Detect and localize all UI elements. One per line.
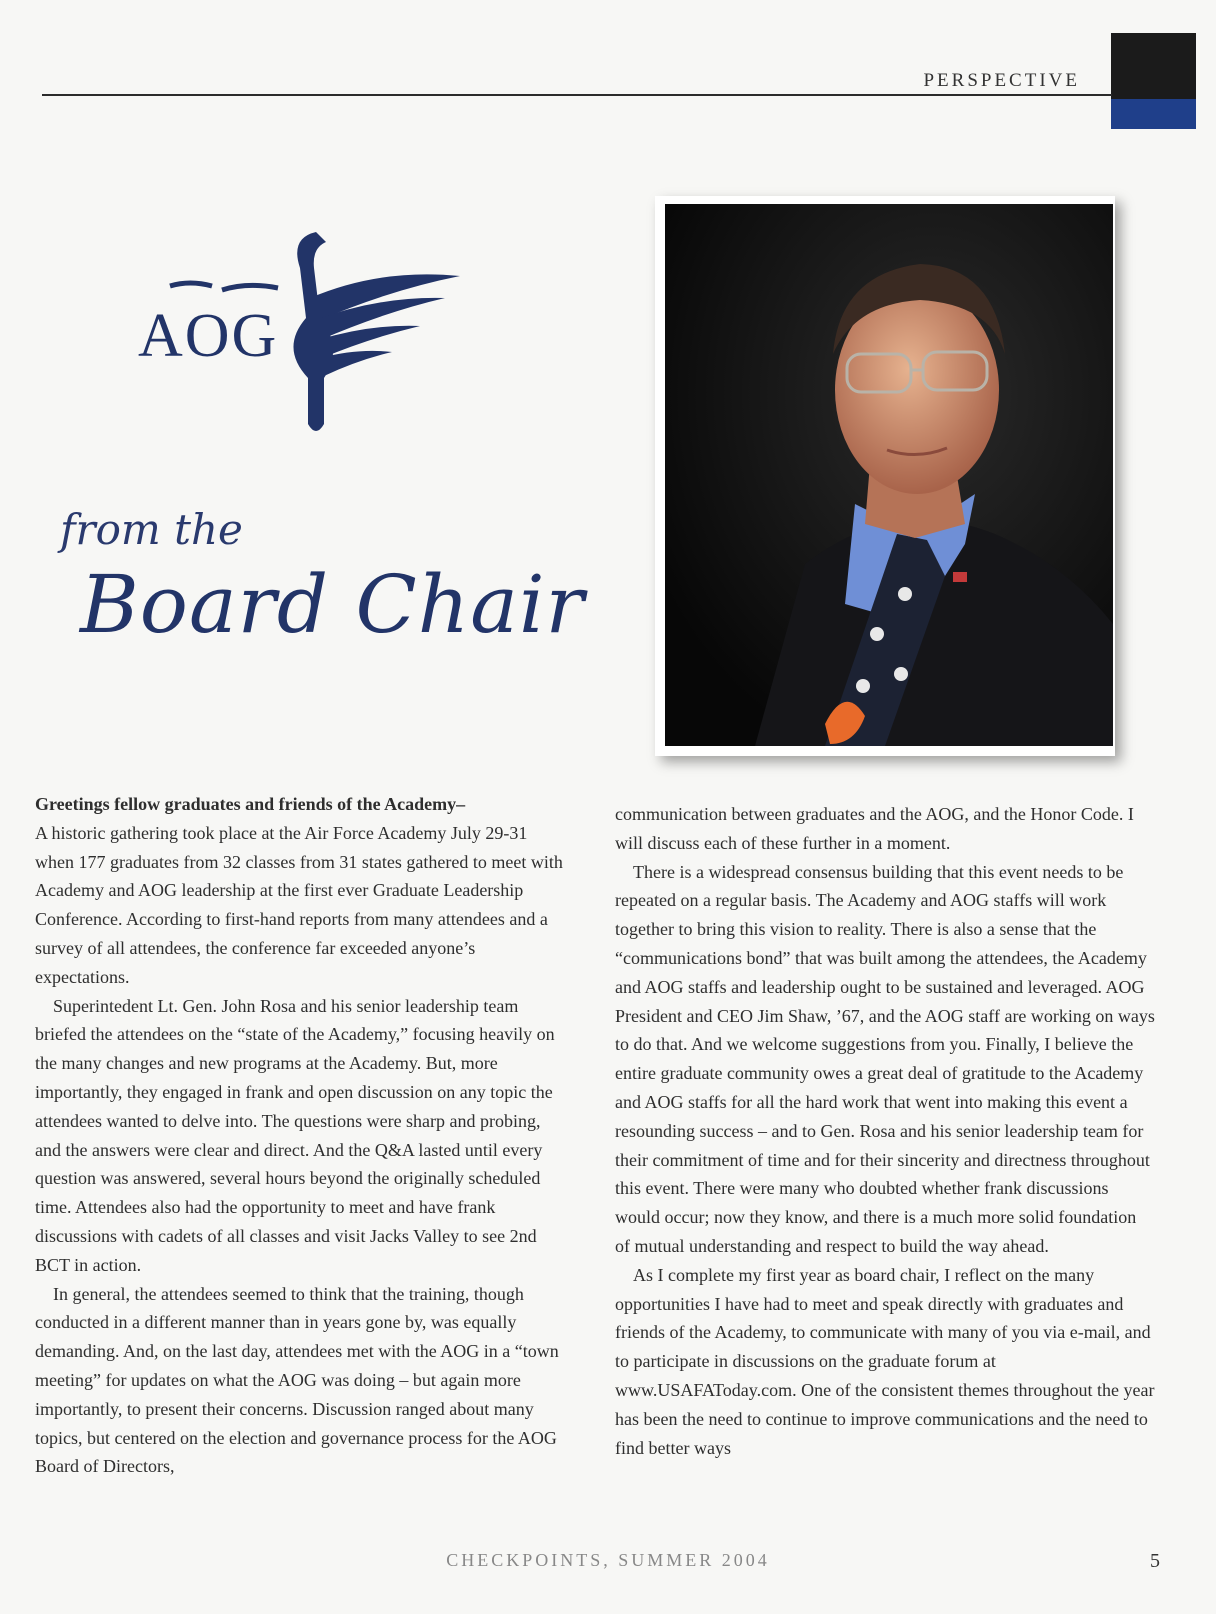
title-from-the: from the [60, 505, 243, 554]
aog-logo [130, 228, 490, 458]
paragraph: Superintedent Lt. Gen. John Rosa and his senior leadership team briefed the attendees on the “state of the Academy,” focusing heavily on the many changes and new programs at the Academy. But, more importantly, they engaged in frank and open discussion on any topic the attendees wanted to delve into. The questions were sharp and probing, and the answers were clear and direct. And the Q&A lasted until every question was answered, several hours beyond the originally scheduled time. Attendees also had the opportunity to meet and have frank discussions with cadets of all classes and visit Jacks Valley to see 2nd BCT in action. [35, 995, 555, 1275]
svg-text:AOG: AOG [138, 302, 279, 370]
section-label: PERSPECTIVE [923, 70, 1080, 91]
paragraph: There is a widespread consensus building that this event needs to be repeated on a regular basis. The Academy and AOG staffs will work together to bring this vision to reality. There is also a sense that the “communications bond” that was built among the attendees, the Academy and AOG staffs and leadership ought to be sustained and leveraged. AOG President and CEO Jim Shaw, ’67, and the AOG staff are working on ways to do that. And we welcome suggestions from you. Finally, I believe the entire graduate community owes a great deal of gratitude to the Academy and AOG staffs for all the hard work that went into making this event a resounding success – and to Gen. Rosa and his senior leadership team for their commitment of time and for their sincerity and directness throughout this event. There were many who doubted whether frank discussions would occur; now they know, and there is a much more solid foundation of mutual understanding and respect to build the way ahead. [615, 861, 1155, 1256]
paragraph: In general, the attendees seemed to think that the training, though conducted in a different manner than in years gone by, was equally demanding. And, on the last day, attendees met with the AOG in a “town meeting” for updates on what the AOG was doing – but again more importantly, to present their concerns. Discussion ranged about many topics, but centered on the election and governance process for the AOG Board of Directors, [35, 1283, 559, 1477]
aog-wings-icon [130, 228, 490, 458]
page-number: 5 [1150, 1550, 1160, 1572]
portrait-photo [665, 204, 1113, 746]
paragraph: A historic gathering took place at the Air Force Academy July 29-31 when 177 graduates from 32 classes from 31 states gathered to meet with Academy and AOG leadership at the first ever Graduate Leadership Conference. According to first-hand reports from many attendees and a survey of all attendees, the conference far exceeded anyone’s expectations. [35, 822, 563, 987]
portrait-frame [655, 196, 1115, 756]
article-column-right [615, 800, 1155, 1462]
corner-blue-block [1111, 99, 1196, 129]
greeting-line: Greetings fellow graduates and friends of the Academy– [35, 794, 466, 814]
title-board-chair: Board Chair [80, 558, 585, 651]
header-rule [42, 94, 1112, 96]
paragraph: communication between graduates and the AOG, and the Honor Code. I will discuss each of these further in a moment. [615, 804, 1134, 853]
footer-publication: CHECKPOINTS, SUMMER 2004 [446, 1550, 770, 1570]
corner-black-block [1111, 33, 1196, 99]
paragraph: As I complete my first year as board chair, I reflect on the many opportunities I have had to meet and speak directly with graduates and friends of the Academy, to communicate with many of you via e-mail, and to participate in discussions on the graduate forum at www.USAFAToday.com. One of the consistent themes throughout the year has been the need to continue to improve communications and the need to find better ways [615, 1264, 1155, 1458]
article-column-left [35, 790, 565, 1481]
